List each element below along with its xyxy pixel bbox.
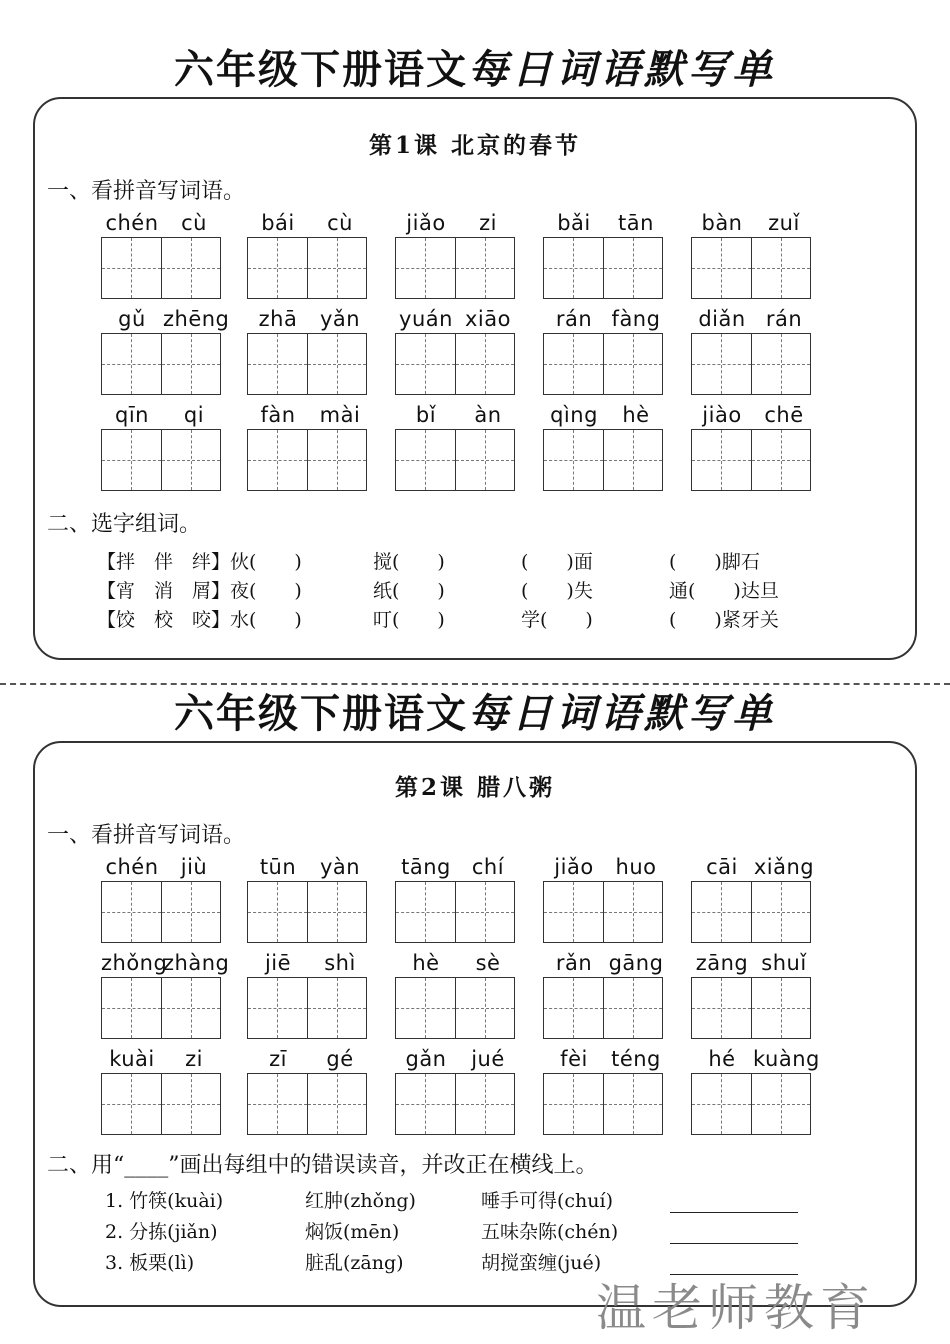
pinyin-syllable: jiào xyxy=(702,403,742,427)
pinyin-syllable: diǎn xyxy=(698,307,746,331)
pinyin-syllable: téng xyxy=(611,1047,661,1071)
pinyin-syllable: cù xyxy=(327,211,353,235)
pinyin-word-box xyxy=(101,853,221,947)
pinyin-word-box xyxy=(395,209,515,303)
pinyin-syllable: jiē xyxy=(264,951,292,975)
sheet2-section2-heading: 二、用“____”画出每组中的错误读音，并改正在横线上。 xyxy=(47,1153,598,1178)
sheet2-section1-heading: 一、看拼音写词语。 xyxy=(47,823,246,848)
choose-blank-item[interactable]: 学( ) xyxy=(521,609,593,631)
tianzige-cell[interactable] xyxy=(102,1074,161,1134)
tianzige-cell[interactable] xyxy=(751,1074,811,1134)
pinyin-label xyxy=(247,949,371,975)
tianzige-writing-grid[interactable] xyxy=(691,429,811,491)
pinyin-label xyxy=(395,209,519,235)
sheet2-title-sub: 每日词语默写单 xyxy=(468,690,776,737)
pinyin-syllable: xiāo xyxy=(465,307,511,331)
pinyin-syllable: yàn xyxy=(319,855,361,879)
tianzige-cell[interactable] xyxy=(307,978,367,1038)
tianzige-writing-grid[interactable] xyxy=(543,237,663,299)
tianzige-writing-grid[interactable] xyxy=(101,1073,221,1135)
tianzige-cell[interactable] xyxy=(455,238,515,298)
pinyin-syllable: chē xyxy=(764,403,804,427)
tianzige-cell[interactable] xyxy=(161,334,221,394)
pinyin-syllable: kuàng xyxy=(753,1047,820,1071)
tianzige-writing-grid[interactable] xyxy=(691,977,811,1039)
pinyin-syllable: kuài xyxy=(109,1047,155,1071)
pinyin-word-box xyxy=(395,949,515,1043)
pinyin-syllable: rǎn xyxy=(555,951,593,975)
tianzige-writing-grid[interactable] xyxy=(395,977,515,1039)
pinyin-word-box xyxy=(543,209,663,303)
tianzige-writing-grid[interactable] xyxy=(395,429,515,491)
tianzige-cell[interactable] xyxy=(544,334,603,394)
pinyin-syllable: qīn xyxy=(115,403,149,427)
pinyin-word-box xyxy=(691,209,811,303)
pinyin-label xyxy=(247,853,371,879)
tianzige-cell[interactable] xyxy=(102,238,161,298)
pinyin-syllable: gé xyxy=(326,1047,354,1071)
pinyin-syllable: tāng xyxy=(401,855,451,879)
pinyin-label xyxy=(543,1045,667,1071)
choose-blank-item[interactable]: ( )紧牙关 xyxy=(669,609,779,631)
tianzige-cell[interactable] xyxy=(751,978,811,1038)
pinyin-syllable: mài xyxy=(319,403,361,427)
pinyin-syllable: hé xyxy=(708,1047,736,1071)
tianzige-cell[interactable] xyxy=(161,238,221,298)
choose-char-group[interactable]: 【饺 校 咬】水( ) xyxy=(97,609,302,631)
answer-blank-line[interactable] xyxy=(670,1243,798,1244)
pinyin-word-box xyxy=(101,209,221,303)
tianzige-cell[interactable] xyxy=(692,430,751,490)
tianzige-writing-grid[interactable] xyxy=(247,1073,367,1135)
pinyin-word-box xyxy=(543,1045,663,1139)
tianzige-cell[interactable] xyxy=(161,1074,221,1134)
pinyin-syllable: qi xyxy=(183,403,205,427)
pinyin-syllable: jiǎo xyxy=(406,211,446,235)
pinyin-word-box xyxy=(543,401,663,495)
tianzige-cell[interactable] xyxy=(455,978,515,1038)
tianzige-cell[interactable] xyxy=(102,430,161,490)
tianzige-cell[interactable] xyxy=(248,430,307,490)
choose-char-group[interactable]: 【宵 消 屑】夜( ) xyxy=(97,580,302,602)
pinyin-syllable: sè xyxy=(475,951,501,975)
tianzige-writing-grid[interactable] xyxy=(247,237,367,299)
tianzige-cell[interactable] xyxy=(396,1074,455,1134)
pinyin-label xyxy=(691,1045,820,1071)
pinyin-syllable: rán xyxy=(555,307,593,331)
tianzige-cell[interactable] xyxy=(161,882,221,942)
pinyin-word-box xyxy=(691,305,811,399)
tianzige-cell[interactable] xyxy=(603,978,663,1038)
tianzige-writing-grid[interactable] xyxy=(101,237,221,299)
tianzige-cell[interactable] xyxy=(396,334,455,394)
pinyin-label xyxy=(691,209,815,235)
tianzige-writing-grid[interactable] xyxy=(247,333,367,395)
tianzige-writing-grid[interactable] xyxy=(543,429,663,491)
pinyin-word-box xyxy=(395,853,515,947)
sheet2-title xyxy=(0,690,950,737)
pinyin-syllable: rán xyxy=(765,307,803,331)
correction-item: 唾手可得(chuí) xyxy=(481,1190,614,1212)
pinyin-syllable: fàng xyxy=(611,307,661,331)
pinyin-syllable: cù xyxy=(181,211,207,235)
pinyin-syllable: bàn xyxy=(701,211,743,235)
tianzige-cell[interactable] xyxy=(248,334,307,394)
pinyin-syllable: chén xyxy=(105,855,159,879)
correction-item: 2. 分拣(jiǎn) xyxy=(105,1221,218,1243)
tianzige-cell[interactable] xyxy=(161,978,221,1038)
tianzige-cell[interactable] xyxy=(248,1074,307,1134)
tianzige-cell[interactable] xyxy=(603,430,663,490)
pinyin-syllable: fàn xyxy=(260,403,296,427)
pinyin-label xyxy=(101,1045,225,1071)
tianzige-cell[interactable] xyxy=(248,978,307,1038)
sheet1-card xyxy=(33,97,917,660)
choose-row xyxy=(97,605,877,633)
pinyin-syllable: cāi xyxy=(706,855,738,879)
pinyin-syllable: zāng xyxy=(695,951,749,975)
cut-line xyxy=(0,683,950,685)
pinyin-syllable: zī xyxy=(269,1047,287,1071)
tianzige-cell[interactable] xyxy=(544,978,603,1038)
pinyin-word-box xyxy=(543,853,663,947)
pinyin-syllable: zhā xyxy=(258,307,298,331)
tianzige-writing-grid[interactable] xyxy=(543,977,663,1039)
pinyin-syllable: zhàng xyxy=(163,951,230,975)
pinyin-word-box xyxy=(247,209,367,303)
pinyin-label xyxy=(395,1045,519,1071)
tianzige-writing-grid[interactable] xyxy=(395,881,515,943)
tianzige-cell[interactable] xyxy=(307,334,367,394)
pinyin-label xyxy=(395,949,519,975)
tianzige-cell[interactable] xyxy=(692,978,751,1038)
pinyin-label xyxy=(691,949,815,975)
pinyin-word-box xyxy=(101,949,230,1043)
tianzige-cell[interactable] xyxy=(751,882,811,942)
answer-blank-line[interactable] xyxy=(670,1212,798,1213)
tianzige-writing-grid[interactable] xyxy=(691,237,811,299)
tianzige-cell[interactable] xyxy=(603,1074,663,1134)
tianzige-writing-grid[interactable] xyxy=(247,429,367,491)
tianzige-cell[interactable] xyxy=(455,334,515,394)
pinyin-label xyxy=(395,853,519,879)
choose-blank-item[interactable]: ( )面 xyxy=(521,551,593,573)
tianzige-writing-grid[interactable] xyxy=(691,333,811,395)
pinyin-syllable: zhǒng xyxy=(101,951,168,975)
pinyin-syllable: shuǐ xyxy=(761,951,807,975)
pinyin-syllable: bǎi xyxy=(557,211,591,235)
pinyin-label xyxy=(543,305,667,331)
tianzige-writing-grid[interactable] xyxy=(395,333,515,395)
pinyin-word-box xyxy=(101,1045,221,1139)
tianzige-writing-grid[interactable] xyxy=(101,429,221,491)
tianzige-cell[interactable] xyxy=(544,882,603,942)
tianzige-cell[interactable] xyxy=(692,238,751,298)
pinyin-syllable: hè xyxy=(412,951,440,975)
tianzige-cell[interactable] xyxy=(102,978,161,1038)
pinyin-syllable: hè xyxy=(622,403,650,427)
pinyin-word-box xyxy=(395,305,515,399)
sheet2-card xyxy=(33,741,917,1307)
choose-row xyxy=(97,547,877,575)
tianzige-writing-grid[interactable] xyxy=(691,881,811,943)
tianzige-cell[interactable] xyxy=(248,882,307,942)
correction-row xyxy=(105,1186,865,1214)
tianzige-cell[interactable] xyxy=(396,978,455,1038)
tianzige-cell[interactable] xyxy=(603,334,663,394)
correction-item: 3. 板栗(lì) xyxy=(105,1252,195,1274)
pinyin-word-box xyxy=(101,401,221,495)
pinyin-label xyxy=(101,305,230,331)
sheet2-lesson-title: 第2课 腊八粥 xyxy=(394,774,555,801)
pinyin-syllable: àn xyxy=(474,403,502,427)
pinyin-label xyxy=(101,949,230,975)
pinyin-label xyxy=(247,305,371,331)
pinyin-word-box xyxy=(247,853,367,947)
tianzige-writing-grid[interactable] xyxy=(395,237,515,299)
pinyin-word-box xyxy=(101,305,230,399)
pinyin-syllable: xiǎng xyxy=(753,855,815,879)
choose-blank-item[interactable]: 叮( ) xyxy=(373,609,445,631)
pinyin-label xyxy=(395,305,519,331)
sheet2-title-main: 六年级下册语文 xyxy=(174,690,468,737)
watermark: 温老师教育 xyxy=(596,1279,876,1337)
pinyin-syllable: jué xyxy=(471,1047,505,1071)
pinyin-syllable: gāng xyxy=(608,951,664,975)
tianzige-cell[interactable] xyxy=(307,430,367,490)
pinyin-syllable: tān xyxy=(618,211,654,235)
pinyin-syllable: zhēng xyxy=(163,307,230,331)
pinyin-word-box xyxy=(691,1045,820,1139)
tianzige-cell[interactable] xyxy=(102,882,161,942)
correction-item: 脏乱(zāng) xyxy=(305,1252,404,1274)
tianzige-cell[interactable] xyxy=(751,238,811,298)
pinyin-label xyxy=(543,949,667,975)
pinyin-syllable: zi xyxy=(185,1047,203,1071)
tianzige-cell[interactable] xyxy=(396,430,455,490)
sheet1-section2-heading: 二、选字组词。 xyxy=(47,512,202,537)
pinyin-syllable: jiù xyxy=(180,855,208,879)
choose-blank-item[interactable]: 纸( ) xyxy=(373,580,445,602)
choose-char-group[interactable]: 【拌 伴 绊】伙( ) xyxy=(97,551,302,573)
pinyin-label xyxy=(543,209,667,235)
tianzige-cell[interactable] xyxy=(544,1074,603,1134)
pinyin-syllable: chén xyxy=(105,211,159,235)
pinyin-word-box xyxy=(395,401,515,495)
tianzige-cell[interactable] xyxy=(396,238,455,298)
correction-item: 胡搅蛮缠(jué) xyxy=(481,1252,602,1274)
tianzige-writing-grid[interactable] xyxy=(247,977,367,1039)
pinyin-syllable: bái xyxy=(261,211,295,235)
tianzige-writing-grid[interactable] xyxy=(101,881,221,943)
tianzige-cell[interactable] xyxy=(692,334,751,394)
sheet1-title-main: 六年级下册语文 xyxy=(174,46,468,93)
sheet1-title xyxy=(0,46,950,93)
pinyin-word-box xyxy=(247,305,367,399)
tianzige-cell[interactable] xyxy=(248,238,307,298)
pinyin-syllable: gǔ xyxy=(118,307,146,331)
pinyin-syllable: bǐ xyxy=(415,403,437,427)
pinyin-label xyxy=(247,401,371,427)
pinyin-label xyxy=(101,401,225,427)
tianzige-writing-grid[interactable] xyxy=(543,333,663,395)
correction-item: 1. 竹筷(kuài) xyxy=(105,1190,224,1212)
pinyin-syllable: zi xyxy=(479,211,497,235)
pinyin-syllable: gǎn xyxy=(405,1047,447,1071)
pinyin-word-box xyxy=(691,401,811,495)
tianzige-cell[interactable] xyxy=(692,882,751,942)
tianzige-cell[interactable] xyxy=(544,238,603,298)
choose-blank-item[interactable]: ( )失 xyxy=(521,580,593,602)
pinyin-syllable: yuán xyxy=(399,307,453,331)
correction-item: 红肿(zhǒng) xyxy=(305,1190,416,1212)
pinyin-label xyxy=(691,401,815,427)
pinyin-syllable: jiǎo xyxy=(554,855,594,879)
choose-blank-item[interactable]: 搅( ) xyxy=(373,551,445,573)
tianzige-cell[interactable] xyxy=(603,238,663,298)
tianzige-writing-grid[interactable] xyxy=(101,333,221,395)
tianzige-cell[interactable] xyxy=(396,882,455,942)
pinyin-word-box xyxy=(247,401,367,495)
pinyin-label xyxy=(101,853,225,879)
sheet1-section1-heading: 一、看拼音写词语。 xyxy=(47,179,246,204)
pinyin-word-box xyxy=(395,1045,515,1139)
pinyin-label xyxy=(543,853,667,879)
choose-blank-item[interactable]: 通( )达旦 xyxy=(669,580,779,602)
tianzige-cell[interactable] xyxy=(603,882,663,942)
pinyin-word-box xyxy=(543,305,663,399)
pinyin-syllable: chí xyxy=(471,855,505,879)
tianzige-writing-grid[interactable] xyxy=(247,881,367,943)
pinyin-syllable: huo xyxy=(615,855,657,879)
tianzige-cell[interactable] xyxy=(751,334,811,394)
sheet1-title-sub: 每日词语默写单 xyxy=(468,46,776,93)
pinyin-word-box xyxy=(543,949,663,1043)
tianzige-writing-grid[interactable] xyxy=(543,881,663,943)
pinyin-syllable: tūn xyxy=(259,855,297,879)
tianzige-writing-grid[interactable] xyxy=(101,977,221,1039)
pinyin-syllable: qìng xyxy=(550,403,598,427)
pinyin-label xyxy=(691,305,815,331)
pinyin-word-box xyxy=(691,949,811,1043)
pinyin-word-box xyxy=(247,1045,367,1139)
pinyin-syllable: shì xyxy=(324,951,356,975)
tianzige-cell[interactable] xyxy=(455,430,515,490)
pinyin-word-box xyxy=(691,853,815,947)
tianzige-cell[interactable] xyxy=(307,1074,367,1134)
pinyin-label xyxy=(101,209,225,235)
pinyin-label xyxy=(247,1045,371,1071)
pinyin-label xyxy=(395,401,519,427)
tianzige-writing-grid[interactable] xyxy=(395,1073,515,1135)
tianzige-cell[interactable] xyxy=(544,430,603,490)
correction-item: 五味杂陈(chén) xyxy=(481,1221,619,1243)
tianzige-cell[interactable] xyxy=(751,430,811,490)
correction-row xyxy=(105,1217,865,1245)
pinyin-label xyxy=(691,853,815,879)
pinyin-word-box xyxy=(247,949,367,1043)
tianzige-cell[interactable] xyxy=(102,334,161,394)
tianzige-writing-grid[interactable] xyxy=(543,1073,663,1135)
tianzige-cell[interactable] xyxy=(307,882,367,942)
tianzige-cell[interactable] xyxy=(692,1074,751,1134)
tianzige-cell[interactable] xyxy=(161,430,221,490)
pinyin-syllable: yǎn xyxy=(319,307,361,331)
tianzige-cell[interactable] xyxy=(455,1074,515,1134)
pinyin-syllable: fèi xyxy=(560,1047,588,1071)
tianzige-cell[interactable] xyxy=(307,238,367,298)
correction-item: 焖饭(mēn) xyxy=(305,1221,400,1243)
tianzige-cell[interactable] xyxy=(455,882,515,942)
choose-row xyxy=(97,576,877,604)
pinyin-syllable: zuǐ xyxy=(768,211,800,235)
pinyin-label xyxy=(543,401,667,427)
pinyin-label xyxy=(247,209,371,235)
sheet1-lesson-title: 第1课 北京的春节 xyxy=(368,132,581,159)
choose-blank-item[interactable]: ( )脚石 xyxy=(669,551,760,573)
tianzige-writing-grid[interactable] xyxy=(691,1073,811,1135)
